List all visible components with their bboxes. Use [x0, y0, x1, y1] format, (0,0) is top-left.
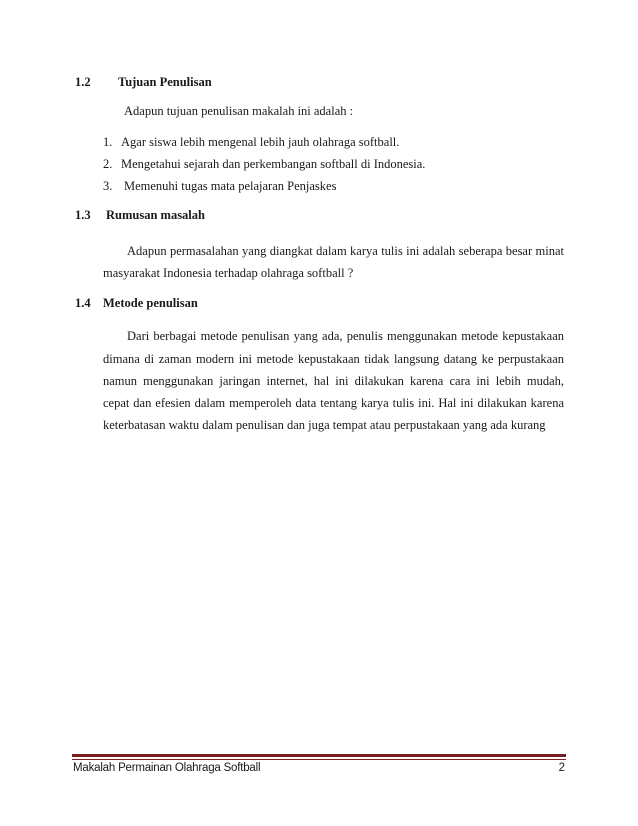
footer-rule-thin: [72, 759, 566, 760]
paragraph-line: namun menggunakan jaringan internet, hal ini dilakukan karena cara ini lebih mudah,: [103, 374, 564, 388]
page-number: 2: [558, 762, 565, 774]
list-item: [103, 157, 425, 172]
list-item-text: Agar siswa lebih mengenal lebih jauh olahraga softball.: [121, 135, 400, 149]
list-marker: 1.: [103, 135, 113, 149]
list-item-text: Memenuhi tugas mata pelajaran Penjaskes: [124, 179, 337, 193]
section-intro: Adapun tujuan penulisan makalah ini adalah :: [124, 104, 354, 118]
list-marker: 2.: [103, 157, 113, 171]
section-heading-1-2: [75, 75, 212, 90]
section-title: Tujuan Penulisan: [118, 75, 212, 89]
paragraph-line: masyarakat Indonesia terhadap olahraga softball ?: [103, 266, 354, 280]
section-heading-1-4: [75, 296, 198, 311]
list-item: [103, 179, 336, 194]
section-heading-1-3: [75, 208, 205, 223]
list-item: [103, 135, 399, 150]
section-number: 1.2: [75, 75, 91, 89]
footer-rule: [72, 754, 566, 757]
paragraph-line: cepat dan efesien dalam memperoleh data tentang karya tulis ini. Hal ini dilakukan karena: [103, 396, 564, 410]
paragraph-line: Dari berbagai metode penulisan yang ada, penulis menggunakan metode kepustakaan: [127, 329, 564, 343]
list-item-text: Mengetahui sejarah dan perkembangan softball di Indonesia.: [121, 157, 426, 171]
paragraph-line: Adapun permasalahan yang diangkat dalam karya tulis ini adalah seberapa besar minat: [127, 244, 564, 258]
list-marker: 3.: [103, 179, 113, 193]
section-title: Metode penulisan: [103, 296, 198, 310]
section-number: 1.4: [75, 296, 91, 310]
section-number: 1.3: [75, 208, 91, 222]
paragraph-line: keterbatasan waktu dalam penulisan dan juga tempat atau perpustakaan yang ada kurang: [103, 418, 546, 432]
footer-title: Makalah Permainan Olahraga Softball: [73, 762, 261, 774]
paragraph-line: dimana di zaman modern ini metode kepustakaan tidak langsung datang ke perpustakaan: [103, 352, 564, 366]
section-title: Rumusan masalah: [106, 208, 205, 222]
